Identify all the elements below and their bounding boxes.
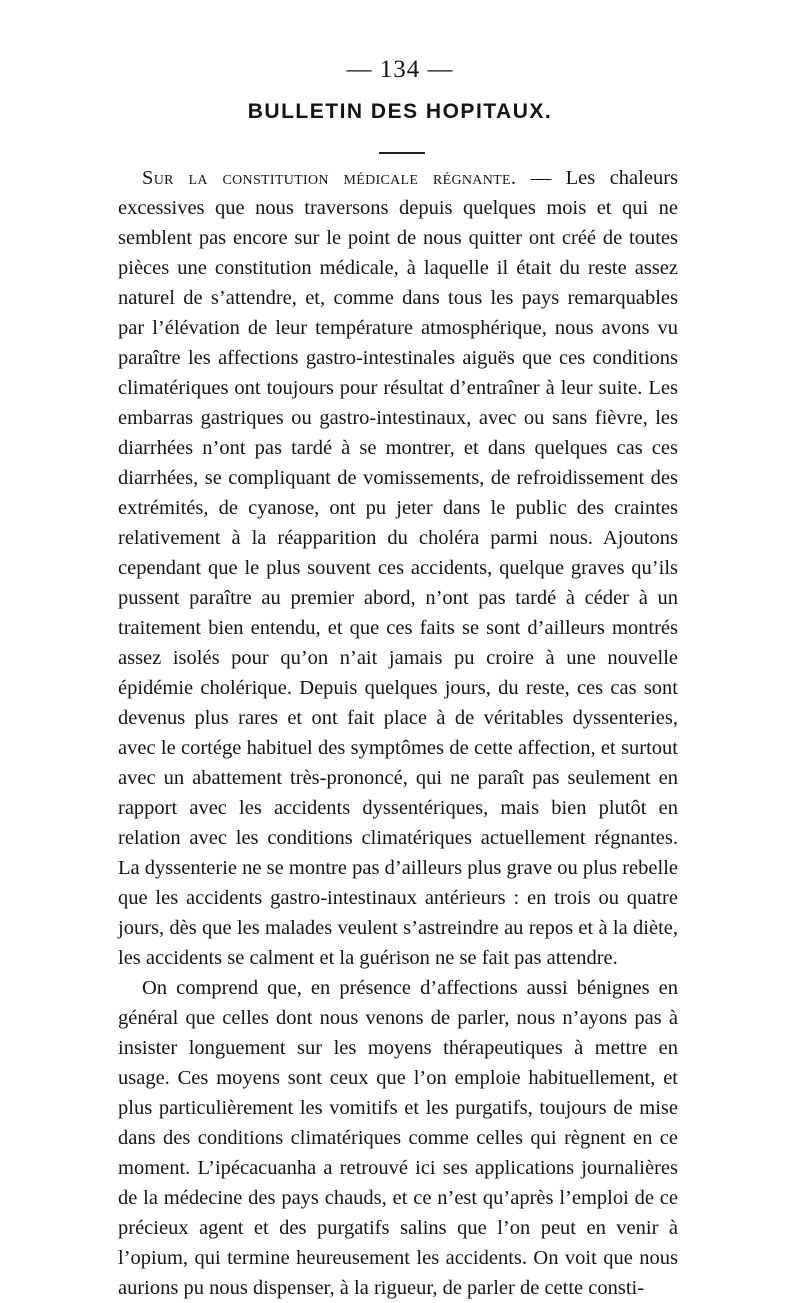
header-rule	[379, 152, 425, 154]
article-body	[118, 163, 678, 1303]
page-number: — 134 —	[346, 56, 454, 83]
title-dash: —	[516, 167, 566, 189]
paragraph-1-text: Les chaleurs excessives que nous traversons depuis quelques mois et qui ne semblent pas encore sur le point de nous quitter ont créé de toutes pièces une constitution médicale, à laquelle il était du reste assez naturel de s’attendre, et, comme dans tous les pays remarquables par l’élévation de leur température atmosphérique, nous avons vu paraître les affections gastro-intestinales aiguës que ces conditions climatériques ont toujours pour résultat d’entraîner à leur suite. Les embarras gastriques ou gastro-intestinaux, avec ou sans fièvre, les diarrhées n’ont pas tardé à se montrer, et dans quelques cas ces diarrhées, se compliquant de vomissements, de refroidissement des extrémités, de cyanose, ont pu jeter dans le public des craintes relativement à la réapparition du choléra parmi nous. Ajoutons cependant que le plus souvent ces accidents, quelque graves qu’ils pussent paraître au premier abord, n’ont pas tardé à céder à un traitement bien entendu, et que ces faits se sont d’ailleurs montrés assez isolés pour qu’on n’ait jamais pu croire à une nouvelle épidémie cholérique. Depuis quelques jours, du reste, ces cas sont devenus plus rares et ont fait place à de véritables dyssenteries, avec le cortége habituel des symptômes de cette affection, et surtout avec un abattement très-prononcé, qui ne paraît pas seulement en rapport avec les accidents dyssentériques, mais bien plutôt en relation avec les conditions climatériques actuellement régnantes. La dyssenterie ne se montre pas d’ailleurs plus grave ou plus rebelle que les accidents gastro-intestinaux antérieurs : en trois ou quatre jours, dès que les malades veulent s’astreindre au repos et à la diète, les accidents se calment et la guérison ne se fait pas attendre.	[118, 167, 679, 969]
running-head: BULLETIN DES HOPITAUX.	[247, 100, 553, 123]
section-title: Sur la constitution médicale régnante.	[142, 167, 517, 189]
paragraph-1	[118, 163, 678, 973]
paragraph-2: On comprend que, en présence d’affections aussi bénignes en général que celles dont nous venons de parler, nous n’ayons pas à insister longuement sur les moyens thérapeutiques à mettre en usage. Ces moyens sont ceux que l’on emploie habituellement, et plus particulièrement les vomitifs et les purgatifs, toujours de mise dans des conditions climatériques comme celles qui règnent en ce moment. L’ipécacuanha a retrouvé ici ses applications journalières de la médecine des pays chauds, et ce n’est qu’après l’emploi de ce précieux agent et des purgatifs salins que l’on peut en venir à l’opium, qui termine heureusement les accidents. On voit que nous aurions pu nous dispenser, à la rigueur, de parler de cette consti-	[118, 977, 678, 1299]
